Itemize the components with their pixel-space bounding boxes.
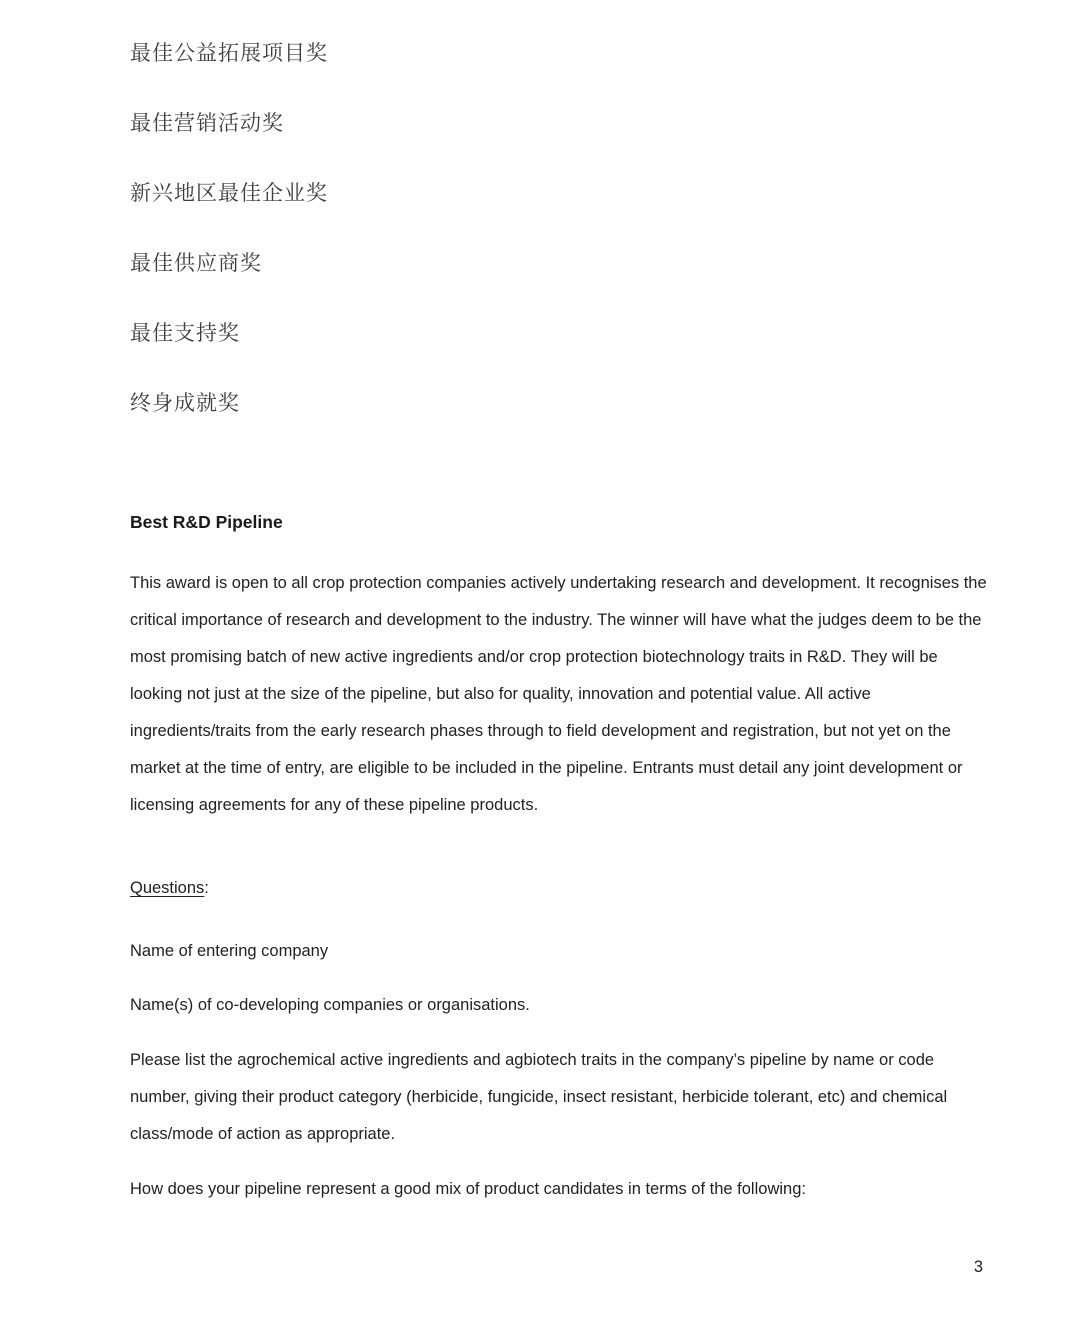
award-item-cn: 终身成就奖: [130, 391, 240, 415]
questions-label-row: [130, 879, 209, 898]
award-item-cn: 最佳供应商奖: [130, 251, 262, 275]
awards-list-cn: [130, 42, 328, 462]
award-item-cn: 最佳公益拓展项目奖: [130, 41, 328, 65]
section-description: This award is open to all crop protection companies actively undertaking research and development. It recognises the critical importance of research and development to the industry. The winner will have what the judges deem to be the most promising batch of new active ingredients and/or crop protection biotechnology traits in R&D. They will be looking not just at the size of the pipeline, but also for quality, innovation and potential value. All active ingredients/traits from the early research phases through to field development and registration, but not yet on the market at the time of entry, are eligible to be included in the pipeline. Entrants must detail any joint development or licensing agreements for any of these pipeline products.: [130, 574, 987, 814]
award-item-cn: 最佳营销活动奖: [130, 111, 284, 135]
page-number: 3: [973, 1258, 983, 1276]
question-item: Name(s) of co-developing companies or organisations.: [130, 996, 530, 1014]
question-item: Please list the agrochemical active ingredients and agbiotech traits in the company’s pipeline by name or code number, giving their product category (herbicide, fungicide, insect resistant, herbicide tolerant, etc) and chemical class/mode of action as appropriate.: [130, 1051, 948, 1143]
questions-label: Questions: [130, 879, 205, 897]
questions-label-colon: :: [204, 879, 209, 897]
question-item: How does your pipeline represent a good mix of product candidates in terms of the following:: [130, 1180, 806, 1198]
question-item: Name of entering company: [130, 942, 329, 960]
award-item-cn: 最佳支持奖: [130, 321, 240, 345]
award-item-cn: 新兴地区最佳企业奖: [130, 181, 328, 205]
section-heading: Best R&D Pipeline: [130, 512, 283, 532]
